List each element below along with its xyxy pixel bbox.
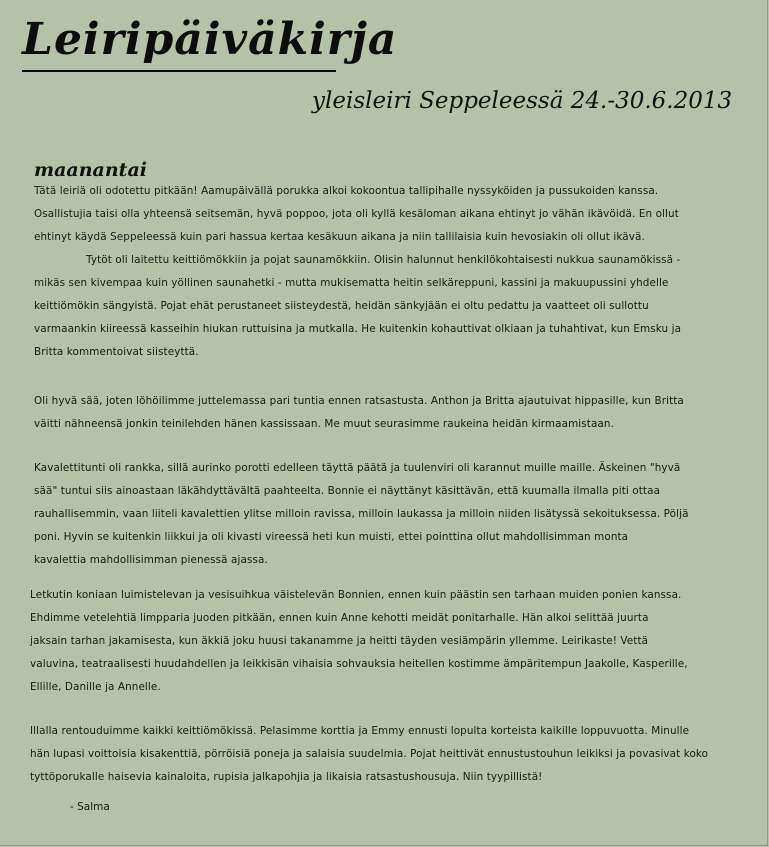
- page-title: Leiripäiväkirja: [22, 14, 398, 65]
- text-line: poni. Hyvin se kuitenkin liikkui ja oli kivasti vireessä heti kun muisti, ettei pointtina ollut mahdollisimman monta: [34, 531, 629, 543]
- text-line: väitti nähneensä jonkin teinilehden hänen kassissaan. Me muut seurasimme raukeina heidän kirmaamistaan.: [34, 418, 614, 430]
- text-line: Illalla rentouduimme kaikki keittiömökissä. Pelasimme korttia ja Emmy ennusti lopulta korteista kaikille loppuvuotta. Minulle: [30, 725, 690, 737]
- text-line: tyttöporukalle haisevia kainaloita, rupisia jalkapohjia ja likaisia ratsastushousuja. Niin tyypillistä!: [30, 771, 543, 783]
- text-line: mikäs sen kivempaa kuin yöllinen saunahetki - mutta mukisematta heitin selkäreppuni, kassini ja makuupussini yhdelle: [34, 277, 669, 289]
- title-underline: [22, 70, 336, 72]
- paragraph-arrival: [34, 180, 734, 364]
- text-line: Britta kommentoivat siisteyttä.: [34, 346, 199, 358]
- text-line: Tytöt oli laitettu keittiömökkiin ja pojat saunamökkiin. Olisin halunnut henkilökohtaisesti nukkua saunamökissä -: [86, 254, 681, 266]
- text-line: hän lupasi voittoisia kisakenttiä, pörröisiä poneja ja salaisia suudelmia. Pojat heittivät ennustustouhun leikiksi ja povasivat koko: [30, 748, 709, 760]
- text-line: Osallistujia taisi olla yhteensä seitsemän, hyvä poppoo, jota oli kyllä kesäloman aikana ehtinyt jo vähän ikävöidä. En ollut: [34, 208, 679, 220]
- day-heading: maanantai: [34, 159, 147, 181]
- paragraph-baptism: [30, 584, 720, 699]
- text-line: Oli hyvä sää, joten löhöilimme juttelemassa pari tuntia ennen ratsastusta. Anthon ja Britta ajautuivat hippasille, kun Britta: [34, 395, 684, 407]
- signature: - Salma: [70, 801, 110, 813]
- text-line: sää" tuntui siis ainoastaan läkähdyttävältä paahteelta. Bonnie ei näyttänyt käsittävän, että kuumalla ilmalla piti ottaa: [34, 485, 661, 497]
- text-line: Ellille, Danille ja Annelle.: [30, 681, 161, 693]
- paragraph-weather: [34, 390, 749, 436]
- text-line: keittiömökin sängyistä. Pojat ehät perustaneet siisteydestä, heidän sänkyjään ei oltu pedattu ja vaatteet oli sullottu: [34, 300, 649, 312]
- text-line: jaksain tarhan jakamisesta, kun äkkiä joku huusi takanamme ja heitti täyden vesiämpärin yllemme. Leirikaste! Vettä: [30, 635, 649, 647]
- text-line: varmaankin kiireessä kasseihin hiukan ruttuisina ja mutkalla. He kuitenkin kohauttivat olkiaan ja tuhahtivat, kun Emsku ja: [34, 323, 682, 335]
- text-line: ehtinyt käydä Seppeleessä kuin pari hassua kertaa kesäkuun aikana ja niin tallilaisia kuin hevosiakin oli ollut ikävä.: [34, 231, 645, 243]
- paragraph-lesson: [34, 457, 749, 572]
- text-line: Letkutin koniaan luimistelevan ja vesisuihkua väistelevän Bonnien, ennen kuin päästin sen tarhaan muiden ponien kanssa.: [30, 589, 682, 601]
- text-line: Kavalettitunti oli rankka, sillä aurinko porotti edelleen täyttä päätä ja tuulenviri oli karannut muille maille. Äskeinen "hyvä: [34, 462, 681, 474]
- text-line: Ehdimme vetelehtiä limpparia juoden pitkään, ennen kuin Anne kehotti meidät ponitarhalle. Hän alkoi selittää juurta: [30, 612, 649, 624]
- text-line: kavalettia mahdollisimman pienessä ajassa.: [34, 554, 268, 566]
- text-line: valuvina, teatraalisesti huudahdellen ja leikkisän vihaisia sohvauksia heitellen kostimme ämpäritempun Jaakolle, Kasperille,: [30, 658, 688, 670]
- page-subtitle: yleisleiri Seppeleessä 24.-30.6.2013: [312, 88, 733, 114]
- text-line: Tätä leiriä oli odotettu pitkään! Aamupäivällä porukka alkoi kokoontua tallipihalle nyssyköiden ja pussukoiden kanssa.: [34, 185, 659, 197]
- text-line: rauhallisemmin, vaan liiteli kavalettien ylitse milloin ravissa, milloin laukassa ja milloin niiden lisätyssä sekoituksessa. Pöljä: [34, 508, 689, 520]
- paragraph-evening: [30, 720, 750, 789]
